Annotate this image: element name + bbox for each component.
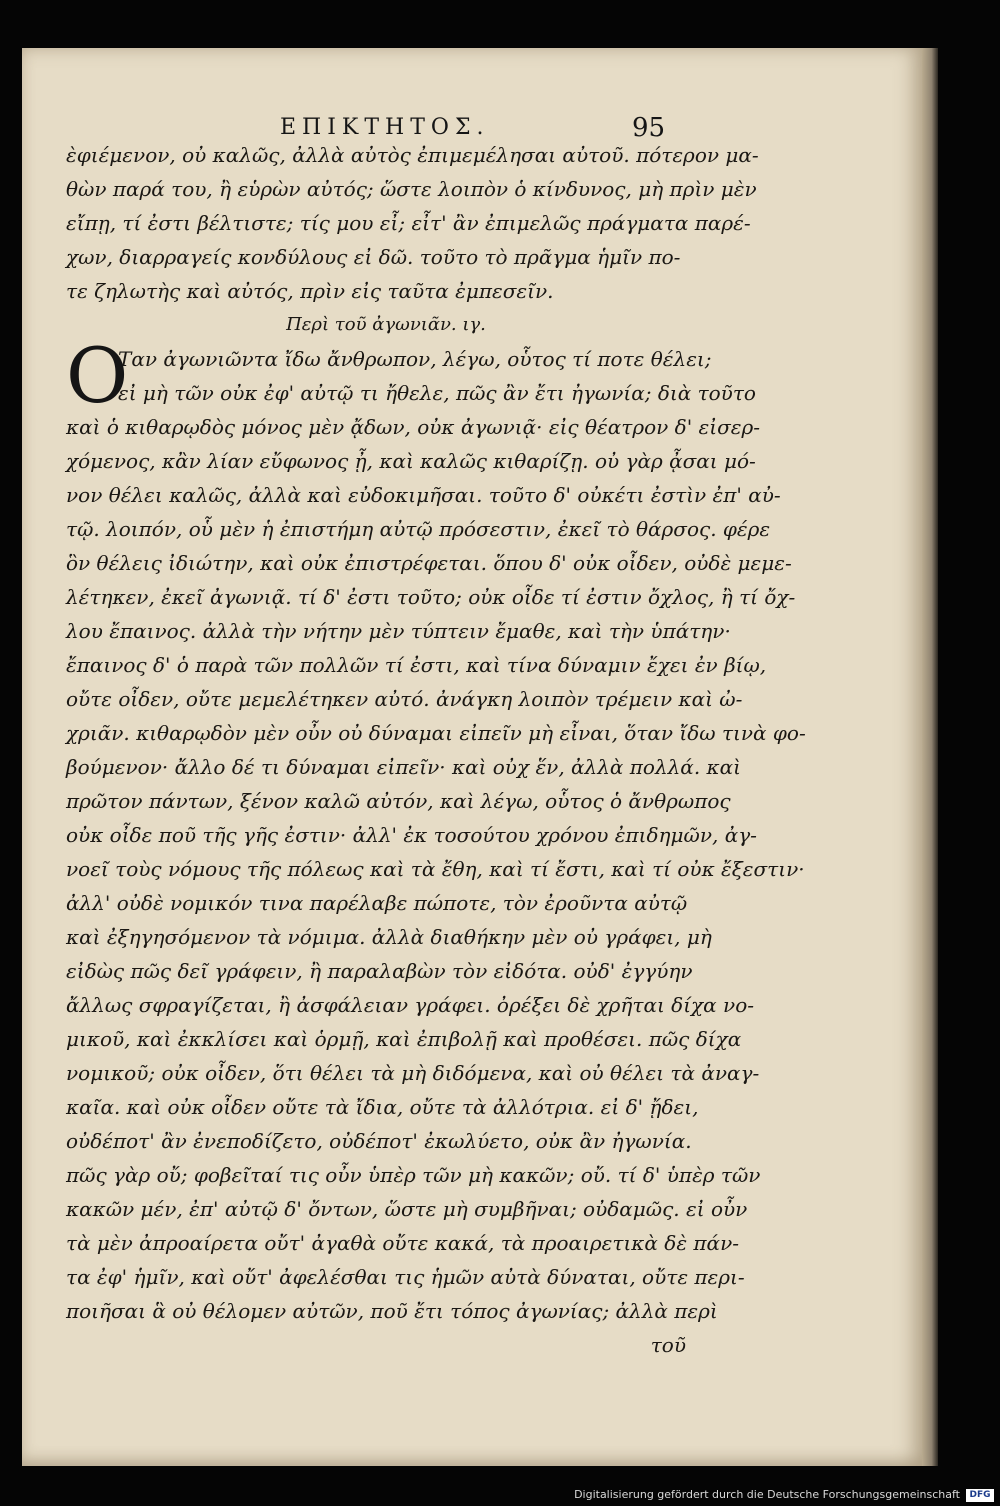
footer-bar — [0, 1486, 1000, 1506]
text-line: ἀλλ' οὐδὲ νομικόν τινα παρέλαβε πώποτε, τὸν ἐροῦντα αὐτῷ — [66, 891, 688, 915]
text-line: θὼν παρά του, ἢ εὑρὼν αὐτός; ὥστε λοιπὸν ὁ κίνδυνος, μὴ πρὶν μὲν — [66, 177, 757, 201]
text-line: ὃν θέλεις ἰδιώτην, καὶ οὐκ ἐπιστρέφεται. ὅπου δ' οὐκ οἶδεν, οὐδὲ μεμε- — [66, 551, 792, 575]
text-line: οὐκ οἶδε ποῦ τῆς γῆς ἐστιν· ἀλλ' ἐκ τοσούτου χρόνου ἐπιδημῶν, ἀγ- — [66, 823, 757, 847]
text-line: καῖα. καὶ οὐκ οἶδεν οὔτε τὰ ἴδια, οὔτε τὰ ἀλλότρια. εἰ δ' ᾔδει, — [66, 1095, 699, 1119]
text-line: χων, διαρραγείς κονδύλους εἰ δῶ. τοῦτο τὸ πρᾶγμα ἡμῖν πο- — [66, 245, 681, 269]
funding-credit: Digitalisierung gefördert durch die Deutsche Forschungsgemeinschaft — [574, 1488, 960, 1501]
page-number: 95 — [632, 113, 666, 143]
text-line: νοεῖ τοὺς νόμους τῆς πόλεως καὶ τὰ ἔθη, καὶ τί ἔστι, καὶ τί οὐκ ἔξεστιν· — [66, 857, 805, 881]
catchword: τοῦ — [650, 1333, 686, 1357]
book-page — [22, 48, 922, 1466]
text-line: νομικοῦ; οὐκ οἶδεν, ὅτι θέλει τὰ μὴ διδόμενα, καὶ οὐ θέλει τὰ ἀναγ- — [66, 1061, 760, 1085]
text-line: λου ἔπαινος. ἀλλὰ τὴν νήτην μὲν τύπτειν ἔμαθε, καὶ τὴν ὑπάτην· — [66, 619, 731, 643]
text-line: τε ζηλωτὴς καὶ αὐτός, πρὶν εἰς ταῦτα ἐμπεσεῖν. — [66, 279, 554, 303]
text-line: οὐδέποτ' ἂν ἐνεποδίζετο, οὐδέποτ' ἐκωλύετο, οὐκ ἂν ἠγωνία. — [66, 1129, 692, 1153]
text-line: εἰδὼς πῶς δεῖ γράφειν, ἢ παραλαβὼν τὸν εἰδότα. οὐδ' ἐγγύην — [66, 959, 693, 983]
text-line: καὶ ὁ κιθαρῳδὸς μόνος μὲν ᾄδων, οὐκ ἀγωνιᾷ· εἰς θέατρον δ' εἰσερ- — [66, 415, 761, 439]
chapter-heading: Περὶ τοῦ ἀγωνιᾶν. ιγ. — [286, 314, 486, 335]
text-line: Ταν ἀγωνιῶντα ἴδω ἄνθρωπον, λέγω, οὗτος τί ποτε θέλει; — [118, 347, 712, 371]
text-line: βούμενον· ἄλλο δέ τι δύναμαι εἰπεῖν· καὶ οὐχ ἕν, ἀλλὰ πολλά. καὶ — [66, 755, 741, 779]
running-title: ΕΠΙΚΤΗΤΟΣ. — [280, 115, 490, 140]
text-block — [66, 138, 806, 1362]
text-line: κακῶν μέν, ἐπ' αὐτῷ δ' ὄντων, ὥστε μὴ συμβῆναι; οὐδαμῶς. εἰ οὖν — [66, 1197, 748, 1221]
text-line: μικοῦ, καὶ ἐκκλίσει καὶ ὁρμῇ, καὶ ἐπιβολῇ καὶ προθέσει. πῶς δίχα — [66, 1027, 742, 1051]
text-line: ἄλλως σφραγίζεται, ἢ ἀσφάλειαν γράφει. ὀρέξει δὲ χρῆται δίχα νο- — [66, 993, 754, 1017]
text-line: ἔπαινος δ' ὁ παρὰ τῶν πολλῶν τί ἐστι, καὶ τίνα δύναμιν ἔχει ἐν βίῳ, — [66, 653, 767, 677]
text-line: ποιῆσαι ἃ οὐ θέλομεν αὐτῶν, ποῦ ἔτι τόπος ἀγωνίας; ἀλλὰ περὶ — [66, 1299, 718, 1323]
dfg-logo: DFG — [966, 1489, 994, 1502]
text-line: λέτηκεν, ἐκεῖ ἀγωνιᾷ. τί δ' ἐστι τοῦτο; οὐκ οἶδε τί ἐστιν ὄχλος, ἢ τί ὄχ- — [66, 585, 796, 609]
text-line: τα ἐφ' ἡμῖν, καὶ οὔτ' ἀφελέσθαι τις ἡμῶν αὐτὰ δύναται, οὔτε περι- — [66, 1265, 745, 1289]
text-line: χριᾶν. κιθαρῳδὸν μὲν οὖν οὐ δύναμαι εἰπεῖν μὴ εἶναι, ὅταν ἴδω τινὰ φο- — [66, 721, 806, 745]
text-line: χόμενος, κἂν λίαν εὔφωνος ᾖ, καὶ καλῶς κιθαρίζῃ. οὐ γὰρ ᾆσαι μό- — [66, 449, 756, 473]
text-line: νον θέλει καλῶς, ἀλλὰ καὶ εὐδοκιμῆσαι. τοῦτο δ' οὐκέτι ἐστὶν ἐπ' αὐ- — [66, 483, 781, 507]
text-line: πῶς γὰρ οὔ; φοβεῖταί τις οὖν ὑπὲρ τῶν μὴ κακῶν; οὔ. τί δ' ὑπὲρ τῶν — [66, 1163, 761, 1187]
text-line: καὶ ἐξηγησόμενον τὰ νόμιμα. ἀλλὰ διαθήκην μὲν οὐ γράφει, μὴ — [66, 925, 712, 949]
text-line: εἴπῃ, τί ἐστι βέλτιστε; τίς μου εἶ; εἶτ' ἂν ἐπιμελῶς πράγματα παρέ- — [66, 211, 751, 235]
text-line: τῷ. λοιπόν, οὗ μὲν ἡ ἐπιστήμη αὐτῷ πρόσεστιν, ἐκεῖ τὸ θάρσος. φέρε — [66, 517, 771, 541]
drop-capital: Ο — [66, 331, 129, 420]
page-fore-edge — [922, 48, 938, 1466]
text-line: οὔτε οἶδεν, οὔτε μεμελέτηκεν αὐτό. ἀνάγκη λοιπὸν τρέμειν καὶ ὠ- — [66, 687, 743, 711]
text-line: εἰ μὴ τῶν οὐκ ἐφ' αὐτῷ τι ἤθελε, πῶς ἂν ἔτι ἠγωνία; διὰ τοῦτο — [118, 381, 756, 405]
text-line: ὲφιέμενον, οὐ καλῶς, ἀλλὰ αὐτὸς ἐπιμεμέλησαι αὐτοῦ. πότερον μα- — [66, 143, 759, 167]
text-line: πρῶτον πάντων, ξένον καλῶ αὐτόν, καὶ λέγω, οὗτος ὁ ἄνθρωπος — [66, 789, 731, 813]
text-line: τὰ μὲν ἀπροαίρετα οὔτ' ἀγαθὰ οὔτε κακά, τὰ προαιρετικὰ δὲ πάν- — [66, 1231, 739, 1255]
